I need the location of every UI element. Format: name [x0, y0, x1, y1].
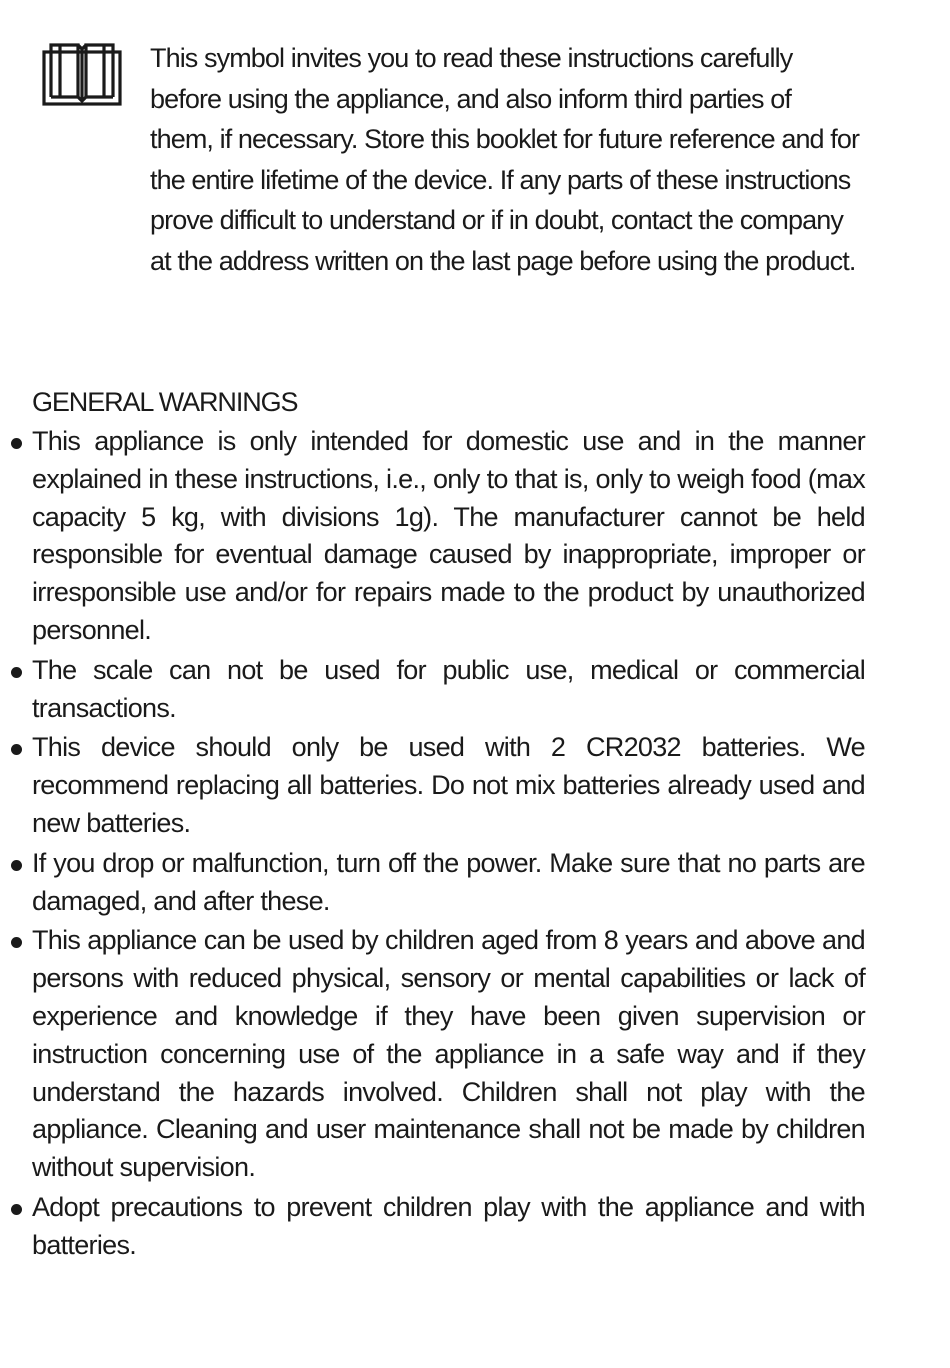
warning-text: Adopt precautions to prevent children play with the appliance and with batteries. [32, 1191, 865, 1260]
open-book-icon [42, 40, 122, 106]
bullet-icon [11, 937, 22, 948]
general-warnings-list [0, 423, 950, 1267]
general-warnings-heading: GENERAL WARNINGS [32, 387, 298, 417]
warning-text: The scale can not be used for public use, medical or commercial transactions. [32, 654, 865, 723]
warning-text: This appliance can be used by children aged from 8 years and above and persons with reduced physical, sensory or mental capabilities or lack of experience and knowledge if they have been given supervision or instruction concerning use of the appliance in a safe way and if they understand the hazards involved. Children shall not play with the appliance. Cleaning and user maintenance shall not be made by children without supervision. [32, 925, 865, 1183]
warning-item-precautions [0, 1189, 865, 1265]
intro-paragraph: This symbol invites you to read these instructions carefully before using the appliance, and also inform third parties of them, if necessary. Store this booklet for future reference and for the entire lifetime of the device. If any parts of these instructions prove difficult to understand or if in doubt, contact the company at the address written on the last page before using the product. [150, 43, 860, 276]
warning-item-domestic-use [0, 423, 865, 650]
warning-item-malfunction [0, 845, 865, 921]
warning-text: If you drop or malfunction, turn off the power. Make sure that no parts are damaged, and after these. [32, 847, 865, 916]
warning-text: This appliance is only intended for domestic use and in the manner explained in these instructions, i.e., only to that is, only to weigh food (max capacity 5 kg, with divisions 1g). The manufacturer cannot be held responsible for eventual damage caused by inappropriate, improper or irresponsible use and/or for repairs made to the product by unauthorized personnel. [32, 426, 865, 645]
bullet-icon [11, 667, 22, 678]
warning-item-public-use [0, 652, 865, 728]
warning-text: This device should only be used with 2 CR2032 batteries. We recommend replacing all batteries. Do not mix batteries already used and new batteries. [32, 732, 865, 838]
warning-item-children [0, 922, 865, 1187]
bullet-icon [11, 860, 22, 871]
bullet-icon [11, 1204, 22, 1215]
bullet-icon [11, 744, 22, 755]
warning-item-batteries [0, 729, 865, 842]
bullet-icon [11, 438, 22, 449]
